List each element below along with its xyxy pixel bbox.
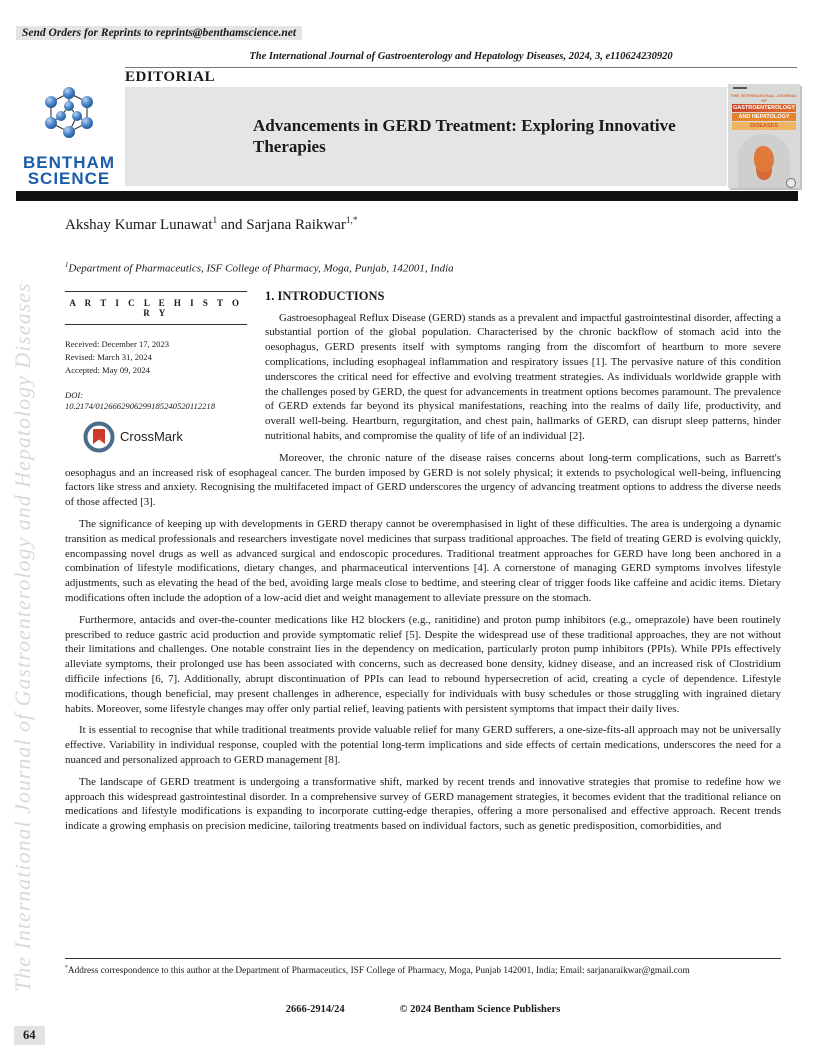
author-1-affiliation-mark: 1 <box>212 216 218 226</box>
page-number: 64 <box>14 1026 45 1045</box>
affiliation-mark: 1 <box>65 262 69 269</box>
paragraph-5: It is essential to recognise that while traditional treatments provide valuable relief for many GERD sufferers, a one-size-fits-all approach may not be universally effective. Variability in individual response, coupled with the potential long-term implications and side effects of certain medications, underscores the need for a nuanced and personalized approach to GERD management [8]. <box>65 724 781 766</box>
doi-value: 10.2174/0126662906299185240520112218 <box>65 400 215 411</box>
cover-banner-hepatology: AND HEPATOLOGY <box>732 113 796 121</box>
title-band <box>125 87 727 186</box>
doi-block <box>65 390 247 412</box>
bentham-logo-line1: BENTHAM <box>23 153 115 172</box>
journal-cover-thumbnail <box>728 84 800 188</box>
bentham-logo-line2: SCIENCE <box>27 169 111 189</box>
bentham-molecule-icon <box>36 86 102 148</box>
doi-label: DOI: <box>65 389 84 400</box>
issn-code: 2666-2914/24 <box>285 1004 345 1015</box>
article-title: Advancements in GERD Treatment: Exploring Innovative Therapies <box>253 116 676 156</box>
sidebar-journal-title: The International Journal of Gastroenterology and Hepatology Diseases <box>10 282 35 992</box>
author-2: Sarjana Raikwar <box>246 217 346 233</box>
correspondence-footnote <box>65 958 781 979</box>
affiliation-line <box>65 262 781 275</box>
author-2-affiliation-mark: 1,* <box>345 216 358 226</box>
cover-banner-gastroenterology: GASTROENTEROLOGY <box>732 105 796 111</box>
crossmark-badge[interactable] <box>83 421 247 453</box>
header-divider-bar <box>16 191 798 201</box>
cover-publisher-mini-logo <box>786 178 796 188</box>
footer-line <box>65 1004 781 1015</box>
crossmark-label: CrossMark <box>120 429 183 445</box>
copyright-text: © 2024 Bentham Science Publishers <box>399 1004 561 1015</box>
cover-artwork <box>728 132 800 188</box>
article-history-box <box>65 291 247 453</box>
paragraph-2: Moreover, the chronic nature of the disease raises concerns about long-term complications, such as Barrett's oesophagus and an increased risk of esophageal cancer. The burden imposed by GERD is not solely physical; it extends to psychological well-being, influencing factors like stress and anxiety. Recognising the multifaceted impact of GERD underscores the urgency of advancing treatment options to address the diverse needs of those affected [3]. <box>65 451 781 509</box>
authors-line <box>65 216 781 234</box>
main-content <box>65 216 781 956</box>
cover-journal-line: THE INTERNATIONAL JOURNAL OF <box>730 93 798 103</box>
footnote-text: Address correspondence to this author at the Department of Pharmaceutics, ISF College of Pharmacy, Moga, Punjab 142001, India; Email: sarjanaraikwar@gmail.com <box>67 966 690 977</box>
cover-top-mark <box>733 87 747 89</box>
paragraph-3: The significance of keeping up with developments in GERD therapy cannot be overemphasised in light of these difficulties. The area is undergoing a dynamic transition as medical professionals and researchers investigate novel medicines that surpass traditional approaches. The field of treating GERD is evolving quickly, encompassing novel drugs as well as advanced surgical and endoscopic procedures. Traditional treatment approaches for GERD have long been anchored in a combination of lifestyle modifications, dietary changes, and pharmaceutical interventions [4]. A cornerstone of managing GERD symptoms involves lifestyle adjustments, such as elevating the head of the bed, avoiding large meals close to bedtime, and steering clear of trigger foods like caffeine and acidic items. Dietary modifications often include the adoption of a low-acid diet and weight management to alleviate pressure on the stomach. <box>65 518 781 604</box>
paragraph-4: Furthermore, antacids and over-the-counter medications like H2 blockers (e.g., ranitidine) and proton pump inhibitors (e.g., omeprazole) have been routinely prescribed to reduce gastric acid production and provide symptomatic relief [5]. Despite the widespread use of these traditional approaches, they are not without their limitations and challenges. One notable constraint lies in the dependency on medication, particularly proton pump inhibitors (PPIs). While PPIs effectively alleviate symptoms, their prolonged use has been associated with concerns, such as decreased bone density, kidney disease, and an increased risk of Clostridium difficile infections [6, 7]. Additionally, abrupt discontinuation of PPIs can lead to rebound hypersecretion of acid, creating a cycle of dependence. Lifestyle modifications, though beneficial, may present challenges in adherence, especially for individuals with busy schedules or those struggling with ingrained dietary habits. Moreover, some lifestyle changes may offer only partial relief, leaving patients with persistent symptoms that impact their daily lives. <box>65 613 781 715</box>
crossmark-icon <box>83 421 115 453</box>
editorial-label: EDITORIAL <box>125 69 216 85</box>
author-1: Akshay Kumar Lunawat <box>65 217 213 233</box>
paragraph-1: Gastroesophageal Reflux Disease (GERD) stands as a prevalent and impactful gastrointestinal disorder, affecting a substantial portion of the global population. Characterised by the chronic backflow of stomach acid into the oesophagus, GERD presents itself with symptoms ranging from the discomfort of heartburn to more severe complications, including esophageal inflammation and respiratory issues [1]. The pervasive nature of this condition underscores the critical need for effective and evolving treatment strategies. As individuals worldwide grapple with the challenges posed by GERD, the quest for advancements in treatment options becomes paramount. The prevalence of GERD extends far beyond its physical manifestations, reaching into the realms of daily life, productivity, and overall well-being. Heartburn, regurgitation, and chest pain, hallmarks of GERD, can disrupt sleep patterns, hinder nutritional habits, and compromise the quality of life of an individual [2]. <box>265 311 781 443</box>
affiliation-text: Department of Pharmaceutics, ISF College of Pharmacy, Moga, Punjab, 142001, India <box>68 262 454 275</box>
header-rule <box>125 67 797 68</box>
received-date: Received: December 17, 2023 <box>65 338 170 349</box>
journal-citation: The International Journal of Gastroenterology and Hepatology Diseases, 2024, 3, e110624230920 <box>249 51 673 62</box>
revised-date: Revised: March 31, 2024 <box>65 351 152 362</box>
section-heading-introductions: 1. INTRODUCTIONS <box>265 288 385 303</box>
cover-banner-diseases: DISEASES <box>732 122 796 130</box>
article-history-dates <box>65 338 247 378</box>
footnote-star: * <box>65 965 68 971</box>
authors-connector: and <box>217 217 247 233</box>
article-history-heading: A R T I C L E H I S T O R Y <box>65 291 247 325</box>
accepted-date: Accepted: May 09, 2024 <box>65 365 150 376</box>
send-orders-note: Send Orders for Reprints to reprints@benthamscience.net <box>16 26 302 40</box>
cover-digestive-tract-image <box>754 146 774 172</box>
bentham-logo <box>18 86 120 189</box>
paragraph-6: The landscape of GERD treatment is undergoing a transformative shift, marked by recent trends and innovative strategies that promise to redefine how we approach this widespread gastrointestinal disorder. In a comprehensive survey of GERD management strategies, it becomes evident that the traditional reliance on medications and lifestyle modifications is expanding to incorporate cutting-edge therapies, offering a more personalised and effective approach. Recent trends indicate a growing emphasis on precision medicine, tailoring treatments based on individual factors, such as genetic predisposition, comorbidities, and <box>65 775 781 833</box>
